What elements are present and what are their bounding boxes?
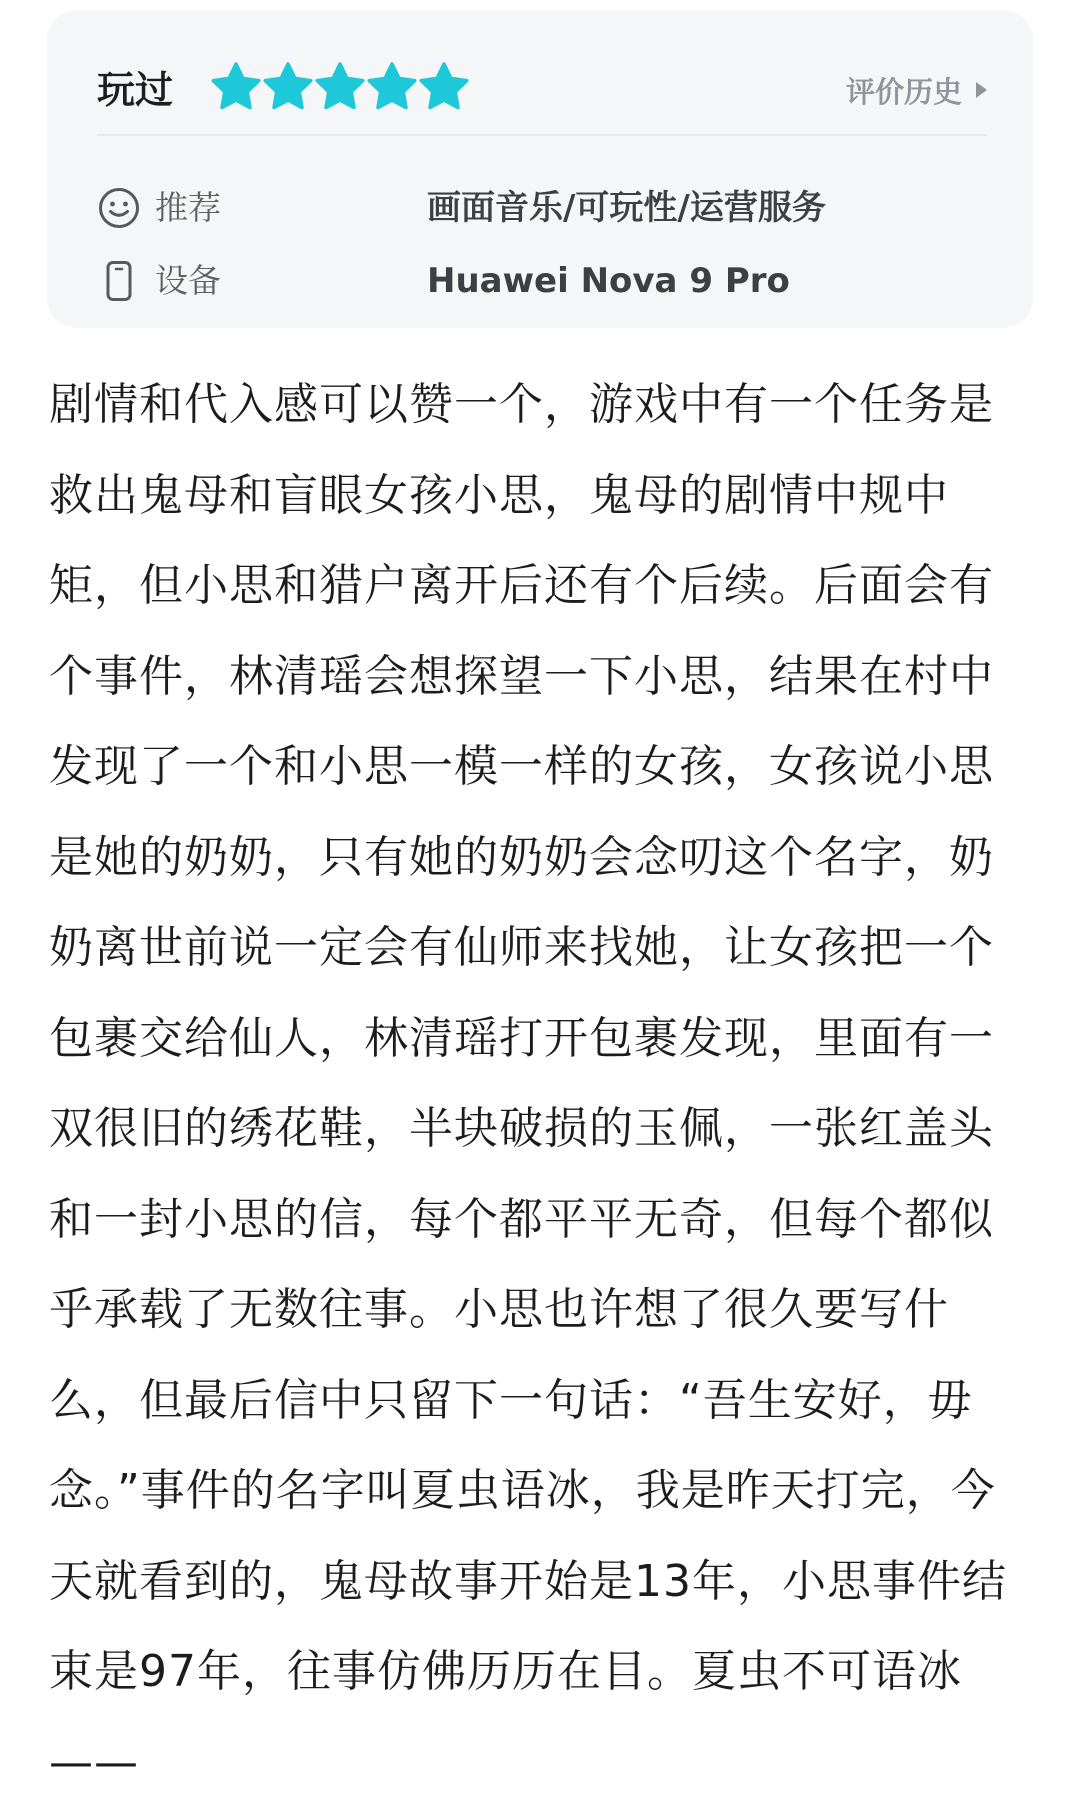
play-arrow-icon — [976, 82, 987, 98]
rating-row — [97, 54, 987, 126]
star-icon — [313, 60, 367, 114]
star-icon — [209, 60, 263, 114]
device-value: Huawei Nova 9 Pro — [427, 261, 790, 301]
star-icon — [261, 60, 315, 114]
recommend-label: 推荐 — [155, 188, 221, 227]
rating-history-label: 评价历史 — [845, 74, 962, 109]
device-label: 设备 — [155, 261, 221, 300]
divider — [97, 134, 987, 136]
device-row — [97, 253, 987, 309]
recommend-value: 画面音乐/可玩性/运营服务 — [427, 188, 826, 228]
star-icon — [417, 60, 471, 114]
smiley-face-icon — [97, 186, 141, 230]
played-label: 玩过 — [97, 68, 174, 112]
phone-icon — [97, 259, 141, 303]
review-text: 剧情和代入感可以赞一个，游戏中有一个任务是救出鬼母和盲眼女孩小思，鬼母的剧情中规中矩，但小思和猎户离开后还有个后续。后面会有个事件，林清瑶会想探望一下小思，结果在村中发现了一个和小思一模一样的女孩，女孩说小思是她的奶奶，只有她的奶奶会念叨这个名字，奶奶离世前说一定会有仙师来找她，让女孩把一个包裹交给仙人，林清瑶打开包裹发现，里面有一双很旧的绣花鞋，半块破损的玉佩，一张红盖头和一封小思的信，每个都平平无奇，但每个都似乎承载了无数往事。小思也许想了很久要写什么，但最后信中只留下一句话：“吾生安好，毋念。”事件的名字叫夏虫语冰，我是昨天打完，今天就看到的，鬼母故事开始是13年，小思事件结束是97年，往事仿佛历历在目。夏虫不可语冰—— — [49, 379, 1007, 1788]
recommend-row — [97, 180, 987, 236]
review-info-card — [47, 10, 1033, 328]
star-icon — [365, 60, 419, 114]
rating-history-link[interactable] — [846, 70, 987, 110]
